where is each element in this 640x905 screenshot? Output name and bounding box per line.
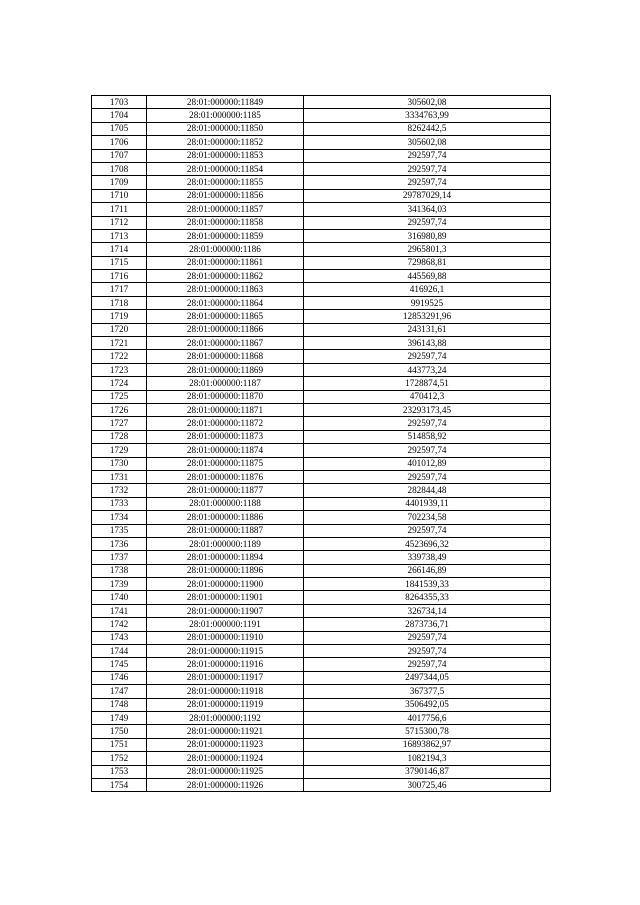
cadastral-value-cell: 2965801,3	[304, 243, 551, 256]
cadastral-number-cell: 28:01:000000:1189	[147, 537, 304, 550]
table-row	[92, 296, 551, 309]
cadastral-number-cell: 28:01:000000:11901	[147, 591, 304, 604]
row-number-cell: 1712	[92, 216, 147, 229]
row-number-cell: 1737	[92, 551, 147, 564]
cadastral-value-cell: 3334763,99	[304, 109, 551, 122]
table-row	[92, 631, 551, 644]
cadastral-value-cell: 305602,08	[304, 136, 551, 149]
table-row	[92, 337, 551, 350]
row-number-cell: 1744	[92, 645, 147, 658]
table-row	[92, 778, 551, 791]
cadastral-value-cell: 243131,61	[304, 323, 551, 336]
table-row	[92, 470, 551, 483]
cadastral-value-cell: 367377,5	[304, 685, 551, 698]
cadastral-value-table	[91, 95, 551, 792]
row-number-cell: 1739	[92, 578, 147, 591]
table-row	[92, 176, 551, 189]
cadastral-number-cell: 28:01:000000:11863	[147, 283, 304, 296]
table-row	[92, 578, 551, 591]
row-number-cell: 1753	[92, 765, 147, 778]
cadastral-number-cell: 28:01:000000:11868	[147, 350, 304, 363]
cadastral-value-cell: 8264355,33	[304, 591, 551, 604]
cadastral-number-cell: 28:01:000000:11919	[147, 698, 304, 711]
cadastral-number-cell: 28:01:000000:11862	[147, 270, 304, 283]
table-row	[92, 377, 551, 390]
cadastral-number-cell: 28:01:000000:1188	[147, 497, 304, 510]
table-row	[92, 738, 551, 751]
cadastral-number-cell: 28:01:000000:11875	[147, 457, 304, 470]
row-number-cell: 1748	[92, 698, 147, 711]
cadastral-value-cell: 702234,58	[304, 511, 551, 524]
table-row	[92, 189, 551, 202]
cadastral-number-cell: 28:01:000000:11854	[147, 162, 304, 175]
cadastral-value-cell: 4401939,11	[304, 497, 551, 510]
row-number-cell: 1741	[92, 604, 147, 617]
cadastral-value-cell: 341364,03	[304, 203, 551, 216]
cadastral-number-cell: 28:01:000000:11921	[147, 725, 304, 738]
cadastral-value-cell: 1728874,51	[304, 377, 551, 390]
cadastral-number-cell: 28:01:000000:1191	[147, 618, 304, 631]
table-row	[92, 216, 551, 229]
cadastral-value-cell: 266146,89	[304, 564, 551, 577]
table-row	[92, 229, 551, 242]
cadastral-value-cell: 445569,88	[304, 270, 551, 283]
cadastral-value-cell: 292597,74	[304, 645, 551, 658]
table-row	[92, 604, 551, 617]
cadastral-value-cell: 2873736,71	[304, 618, 551, 631]
table-row	[92, 685, 551, 698]
cadastral-number-cell: 28:01:000000:11894	[147, 551, 304, 564]
cadastral-value-cell: 29787029,14	[304, 189, 551, 202]
cadastral-value-cell: 4523696,32	[304, 537, 551, 550]
cadastral-number-cell: 28:01:000000:11926	[147, 778, 304, 791]
row-number-cell: 1713	[92, 229, 147, 242]
row-number-cell: 1743	[92, 631, 147, 644]
row-number-cell: 1706	[92, 136, 147, 149]
row-number-cell: 1724	[92, 377, 147, 390]
cadastral-number-cell: 28:01:000000:11887	[147, 524, 304, 537]
cadastral-value-cell: 316980,89	[304, 229, 551, 242]
row-number-cell: 1718	[92, 296, 147, 309]
cadastral-value-cell: 305602,08	[304, 96, 551, 109]
cadastral-value-cell: 292597,74	[304, 149, 551, 162]
table-row	[92, 310, 551, 323]
cadastral-number-cell: 28:01:000000:1192	[147, 711, 304, 724]
row-number-cell: 1710	[92, 189, 147, 202]
row-number-cell: 1751	[92, 738, 147, 751]
row-number-cell: 1749	[92, 711, 147, 724]
row-number-cell: 1711	[92, 203, 147, 216]
cadastral-number-cell: 28:01:000000:11874	[147, 444, 304, 457]
table-row	[92, 645, 551, 658]
table-row	[92, 564, 551, 577]
row-number-cell: 1719	[92, 310, 147, 323]
cadastral-number-cell: 28:01:000000:11855	[147, 176, 304, 189]
table-row	[92, 430, 551, 443]
row-number-cell: 1746	[92, 671, 147, 684]
row-number-cell: 1733	[92, 497, 147, 510]
cadastral-number-cell: 28:01:000000:1185	[147, 109, 304, 122]
cadastral-number-cell: 28:01:000000:11916	[147, 658, 304, 671]
cadastral-number-cell: 28:01:000000:1187	[147, 377, 304, 390]
cadastral-number-cell: 28:01:000000:11856	[147, 189, 304, 202]
table-row	[92, 96, 551, 109]
row-number-cell: 1709	[92, 176, 147, 189]
cadastral-value-cell: 292597,74	[304, 417, 551, 430]
cadastral-number-cell: 28:01:000000:11886	[147, 511, 304, 524]
cadastral-value-cell: 292597,74	[304, 350, 551, 363]
table-row	[92, 511, 551, 524]
cadastral-number-cell: 28:01:000000:11869	[147, 363, 304, 376]
table-row	[92, 323, 551, 336]
table-row	[92, 109, 551, 122]
cadastral-number-cell: 28:01:000000:11871	[147, 403, 304, 416]
table-row	[92, 765, 551, 778]
row-number-cell: 1735	[92, 524, 147, 537]
cadastral-value-cell: 416926,1	[304, 283, 551, 296]
cadastral-value-cell: 339738,49	[304, 551, 551, 564]
cadastral-number-cell: 28:01:000000:11900	[147, 578, 304, 591]
cadastral-number-cell: 28:01:000000:11915	[147, 645, 304, 658]
cadastral-value-cell: 292597,74	[304, 176, 551, 189]
table-row	[92, 256, 551, 269]
cadastral-value-cell: 326734,14	[304, 604, 551, 617]
table-row	[92, 162, 551, 175]
table-row	[92, 537, 551, 550]
row-number-cell: 1738	[92, 564, 147, 577]
cadastral-value-cell: 401012,89	[304, 457, 551, 470]
row-number-cell: 1742	[92, 618, 147, 631]
cadastral-value-cell: 9919525	[304, 296, 551, 309]
cadastral-number-cell: 28:01:000000:11925	[147, 765, 304, 778]
cadastral-value-cell: 300725,46	[304, 778, 551, 791]
table-row	[92, 551, 551, 564]
cadastral-number-cell: 28:01:000000:11867	[147, 337, 304, 350]
cadastral-value-cell: 3790146,87	[304, 765, 551, 778]
row-number-cell: 1727	[92, 417, 147, 430]
row-number-cell: 1729	[92, 444, 147, 457]
row-number-cell: 1750	[92, 725, 147, 738]
table-row	[92, 457, 551, 470]
table-row	[92, 243, 551, 256]
cadastral-value-cell: 5715300,78	[304, 725, 551, 738]
cadastral-value-cell: 8262442,5	[304, 122, 551, 135]
cadastral-number-cell: 28:01:000000:11876	[147, 470, 304, 483]
cadastral-value-cell: 4017756,6	[304, 711, 551, 724]
row-number-cell: 1726	[92, 403, 147, 416]
row-number-cell: 1721	[92, 337, 147, 350]
cadastral-number-cell: 28:01:000000:11917	[147, 671, 304, 684]
cadastral-number-cell: 28:01:000000:11857	[147, 203, 304, 216]
row-number-cell: 1722	[92, 350, 147, 363]
row-number-cell: 1754	[92, 778, 147, 791]
row-number-cell: 1703	[92, 96, 147, 109]
table-row	[92, 444, 551, 457]
table-row	[92, 390, 551, 403]
table-row	[92, 618, 551, 631]
cadastral-value-cell: 292597,74	[304, 444, 551, 457]
row-number-cell: 1731	[92, 470, 147, 483]
table-row	[92, 484, 551, 497]
cadastral-number-cell: 28:01:000000:11896	[147, 564, 304, 577]
row-number-cell: 1725	[92, 390, 147, 403]
cadastral-value-cell: 12853291,96	[304, 310, 551, 323]
cadastral-number-cell: 28:01:000000:11865	[147, 310, 304, 323]
table-row	[92, 136, 551, 149]
table-row	[92, 149, 551, 162]
row-number-cell: 1707	[92, 149, 147, 162]
table-row	[92, 350, 551, 363]
cadastral-number-cell: 28:01:000000:1186	[147, 243, 304, 256]
row-number-cell: 1730	[92, 457, 147, 470]
row-number-cell: 1734	[92, 511, 147, 524]
cadastral-number-cell: 28:01:000000:11852	[147, 136, 304, 149]
cadastral-value-cell: 1841539,33	[304, 578, 551, 591]
table-row	[92, 711, 551, 724]
row-number-cell: 1704	[92, 109, 147, 122]
row-number-cell: 1736	[92, 537, 147, 550]
cadastral-value-cell: 16893862,97	[304, 738, 551, 751]
table-row	[92, 283, 551, 296]
row-number-cell: 1705	[92, 122, 147, 135]
cadastral-number-cell: 28:01:000000:11861	[147, 256, 304, 269]
cadastral-value-cell: 443773,24	[304, 363, 551, 376]
row-number-cell: 1717	[92, 283, 147, 296]
table-row	[92, 403, 551, 416]
table-row	[92, 725, 551, 738]
cadastral-value-cell: 292597,74	[304, 470, 551, 483]
cadastral-number-cell: 28:01:000000:11849	[147, 96, 304, 109]
cadastral-number-cell: 28:01:000000:11910	[147, 631, 304, 644]
row-number-cell: 1708	[92, 162, 147, 175]
cadastral-value-cell: 2497344,05	[304, 671, 551, 684]
cadastral-number-cell: 28:01:000000:11866	[147, 323, 304, 336]
table-row	[92, 417, 551, 430]
cadastral-number-cell: 28:01:000000:11918	[147, 685, 304, 698]
cadastral-value-cell: 292597,74	[304, 631, 551, 644]
cadastral-value-cell: 3506492,05	[304, 698, 551, 711]
row-number-cell: 1715	[92, 256, 147, 269]
cadastral-value-cell: 23293173,45	[304, 403, 551, 416]
cadastral-number-cell: 28:01:000000:11877	[147, 484, 304, 497]
cadastral-number-cell: 28:01:000000:11853	[147, 149, 304, 162]
cadastral-value-cell: 282844,48	[304, 484, 551, 497]
table-row	[92, 122, 551, 135]
row-number-cell: 1728	[92, 430, 147, 443]
row-number-cell: 1723	[92, 363, 147, 376]
row-number-cell: 1745	[92, 658, 147, 671]
row-number-cell: 1732	[92, 484, 147, 497]
cadastral-number-cell: 28:01:000000:11859	[147, 229, 304, 242]
table-row	[92, 658, 551, 671]
table-row	[92, 203, 551, 216]
cadastral-value-cell: 729868,81	[304, 256, 551, 269]
table-row	[92, 363, 551, 376]
table-row	[92, 270, 551, 283]
cadastral-value-cell: 470412,3	[304, 390, 551, 403]
cadastral-value-cell: 292597,74	[304, 524, 551, 537]
row-number-cell: 1740	[92, 591, 147, 604]
cadastral-value-cell: 292597,74	[304, 216, 551, 229]
cadastral-number-cell: 28:01:000000:11924	[147, 752, 304, 765]
table-row	[92, 671, 551, 684]
cadastral-number-cell: 28:01:000000:11858	[147, 216, 304, 229]
cadastral-number-cell: 28:01:000000:11907	[147, 604, 304, 617]
row-number-cell: 1747	[92, 685, 147, 698]
cadastral-number-cell: 28:01:000000:11872	[147, 417, 304, 430]
table-row	[92, 524, 551, 537]
row-number-cell: 1720	[92, 323, 147, 336]
row-number-cell: 1752	[92, 752, 147, 765]
cadastral-value-cell: 1082194,3	[304, 752, 551, 765]
row-number-cell: 1714	[92, 243, 147, 256]
table-row	[92, 497, 551, 510]
cadastral-value-cell: 292597,74	[304, 658, 551, 671]
cadastral-value-cell: 514858,92	[304, 430, 551, 443]
cadastral-number-cell: 28:01:000000:11850	[147, 122, 304, 135]
table-row	[92, 591, 551, 604]
table-row	[92, 698, 551, 711]
cadastral-number-cell: 28:01:000000:11864	[147, 296, 304, 309]
cadastral-number-cell: 28:01:000000:11873	[147, 430, 304, 443]
cadastral-value-cell: 396143,88	[304, 337, 551, 350]
table-body	[92, 96, 551, 792]
table-row	[92, 752, 551, 765]
cadastral-number-cell: 28:01:000000:11870	[147, 390, 304, 403]
cadastral-value-cell: 292597,74	[304, 162, 551, 175]
cadastral-number-cell: 28:01:000000:11923	[147, 738, 304, 751]
row-number-cell: 1716	[92, 270, 147, 283]
